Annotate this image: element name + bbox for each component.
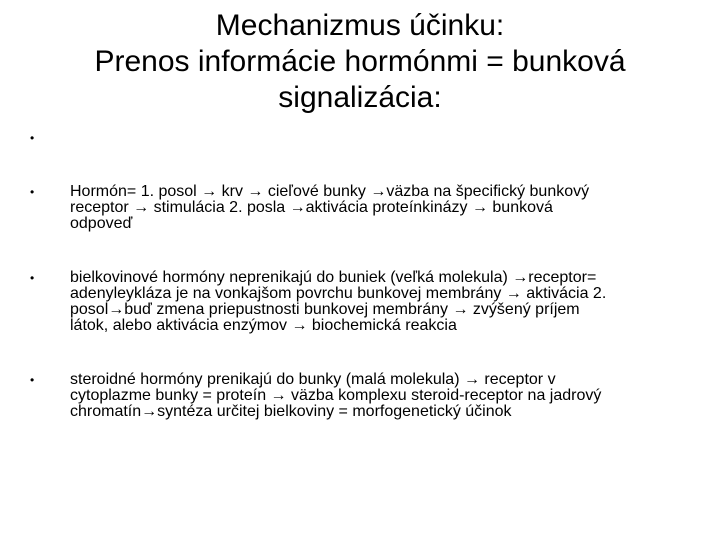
bullet-dot: • <box>30 131 35 145</box>
slide-title <box>0 8 720 116</box>
bullet-text-line: receptor → stimulácia 2. posla →aktivácia proteínkinázy → bunková <box>70 199 553 216</box>
bullet-text-line: adenyleykláza je na vonkajšom povrchu bunkovej membrány → aktivácia 2. <box>70 285 607 302</box>
bullet-dot: • <box>30 373 35 387</box>
bullet-text-line: cytoplazme bunky = proteín → väzba komplexu steroid-receptor na jadrový <box>70 387 602 404</box>
bullet-text-line: odpoveď <box>70 215 133 232</box>
bullet-text-line: posol→buď zmena priepustnosti bunkovej membrány → zvýšený príjem <box>70 301 580 318</box>
bullet-text-line: chromatín→syntéza určitej bielkoviny = morfogenetický účinok <box>70 403 512 420</box>
bullet-text-line: steroidné hormóny prenikajú do bunky (malá molekula) → receptor v <box>70 371 556 388</box>
title-line-2: Prenos informácie hormónmi = bunková <box>94 45 626 78</box>
title-line-1: Mechanizmus účinku: <box>215 9 505 42</box>
bullet-item-protein-hormones <box>30 270 700 334</box>
bullet-text-line: látok, alebo aktivácia enzýmov → biochemická reakcia <box>70 317 457 334</box>
bullet-dot: • <box>30 185 35 199</box>
title-line-3: signalizácia: <box>278 81 442 114</box>
bullet-item-steroid-hormones <box>30 372 700 420</box>
bullet-item-hormone <box>30 184 700 232</box>
bullet-dot: • <box>30 271 35 285</box>
bullet-text-line: bielkovinové hormóny neprenikajú do buniek (veľká molekula) →receptor= <box>70 269 597 286</box>
bullet-list <box>30 130 700 420</box>
bullet-text-line: Hormón= 1. posol → krv → cieľové bunky →väzba na špecifický bunkový <box>70 183 590 200</box>
bullet-item-empty <box>30 130 700 146</box>
